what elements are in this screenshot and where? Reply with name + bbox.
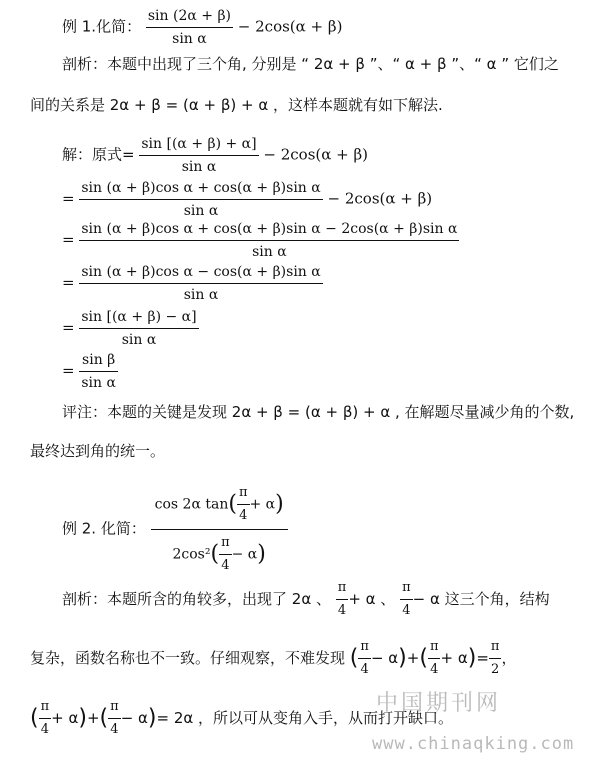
pi: π [428,637,441,659]
example2-line [62,483,288,576]
fraction-denominator: sin α [172,31,207,47]
pi: π [336,578,349,600]
fraction-denominator: sin α [183,287,219,303]
fraction-numerator: sin (α + β)cos α + cos(α + β)sin α [79,178,322,200]
pi-over-4 [400,578,413,621]
pi-over-4 [428,637,441,680]
step-fraction [79,178,322,221]
pi-over-4 [219,533,232,576]
analysis2-text: ， [501,649,517,667]
fraction-numerator: sin (α + β)cos α − cos(α + β)sin α [79,262,322,284]
four: 4 [239,508,248,523]
plus-sign: + [86,709,100,727]
plus-alpha: + α [51,709,79,727]
example1-tail: − 2cos(α + β) [237,17,343,36]
example2-fraction [151,483,288,576]
pi-over-4 [358,637,371,680]
plus-sign: + [406,649,420,667]
pi: π [39,697,52,719]
solution-step-6 [62,350,118,393]
step-equals: = [62,230,75,249]
fraction-denominator: sin α [121,332,157,348]
step-tail: − 2cos(α + β) [327,189,433,208]
step-equals: = [62,361,75,380]
four: 4 [110,722,119,737]
step-equals: = [62,189,75,208]
analysis2-text: 复杂，函数名称也不一致。仔细观察，不难发现 [30,649,346,667]
example1-fraction [146,6,233,49]
step-fraction [79,307,198,350]
analysis2-text: = 2α ，所以可从变角入手，从而打开缺口。 [156,709,454,727]
pi: π [108,697,121,719]
step-equals: = [62,273,75,292]
step-fraction [79,350,118,393]
analysis1-line1: 剖析：本题中出现了三个角, 分别是 “ 2α + β ”、“ α + β ”、“ α ” 它们之 [62,55,559,73]
solution-step-2 [62,178,432,221]
solution-step-4 [62,262,323,305]
pi: π [219,533,232,555]
fraction-numerator: cos 2α tan( $\frac{\pi}{4}$ + α) [151,483,288,530]
fraction-numerator: sin [(α + β) − α] [79,307,198,329]
four: 4 [221,558,230,573]
pi-over-4 [237,483,250,526]
four: 4 [40,722,49,737]
step-fraction [79,219,459,262]
solution-step-1 [62,134,368,177]
analysis1-line2: 间的关系是 2α + β = (α + β) + α ，这样本题就有如下解法. [30,96,443,114]
example2-label: 例 2. 化简： [62,519,146,538]
two: 2 [491,662,500,677]
plus-alpha: + α [440,649,468,667]
minus-alpha: − α [370,649,399,667]
step-fraction [79,262,322,305]
comment-line2: 最终达到角的统一。 [30,442,166,460]
pi: π [358,637,371,659]
fraction-denominator: sin α [181,159,217,175]
pi-over-2 [489,637,502,680]
watermark-brand: 中国期刊网 [376,691,502,716]
minus-alpha: − α [120,709,148,727]
fraction-numerator: sin (2α + β) [146,6,233,28]
analysis2-text: − α 这三个角，结构 [412,590,550,608]
fraction-numerator: sin [(α + β) + α] [139,134,258,156]
fraction-denominator: sin α [183,203,219,219]
four: 4 [402,603,411,618]
pi: π [489,637,502,659]
watermark-url: www.chinaqking.com [372,734,575,754]
step-equals: = [62,318,75,337]
plus-alpha: + α [249,496,276,513]
analysis2-line1 [62,578,550,621]
pi-over-4 [336,578,349,621]
four: 4 [360,662,369,677]
four: 4 [337,603,347,618]
four: 4 [430,662,439,677]
pi-over-4 [108,697,121,740]
comment-line1: 评注：本题的关键是发现 2α + β = (α + β) + α , 在解题尽量减少角的个数, [62,403,575,421]
analysis2-text: 剖析：本题所含的角较多，出现了 2α 、 [62,590,331,608]
fraction-denominator: sin α [81,375,116,391]
pi: π [237,483,250,505]
example1-label: 例 1.化简： [62,17,142,36]
solution-step-5 [62,307,199,350]
fraction-denominator: sin α [252,244,287,260]
analysis2-line3: ( $\frac{\pi}{4}$ + α)+( $\frac{\pi}{4}$ − α)= 2α ，所以可从变角入手，从而打开缺口。 [30,697,453,740]
minus-alpha: − α [231,546,258,563]
denominator-head: 2cos² [172,546,211,563]
example1-line [62,6,342,49]
solution-prefix: 解：原式= [62,145,135,164]
fraction-numerator: sin (α + β)cos α + cos(α + β)sin α − 2cos(α + β)sin α [79,219,459,241]
solution-step-3 [62,219,459,262]
numerator-head: cos 2α tan [154,496,229,513]
equals-sign: = [476,649,489,667]
pi: π [400,578,413,600]
step-tail: − 2cos(α + β) [263,145,369,164]
step-fraction [139,134,258,177]
fraction-denominator: 2cos²( $\frac{\pi}{4}$ − α) [151,530,288,576]
analysis2-text: + α 、 [348,590,396,608]
fraction-numerator: sin β [79,350,118,372]
analysis2-line2: 复杂，函数名称也不一致。仔细观察，不难发现 ( $\frac{\pi}{4}$ − α)+( $\frac{\pi}{4}$ + α)= $\frac{\pi}{2}$ ， [30,637,516,680]
pi-over-4 [39,697,52,740]
